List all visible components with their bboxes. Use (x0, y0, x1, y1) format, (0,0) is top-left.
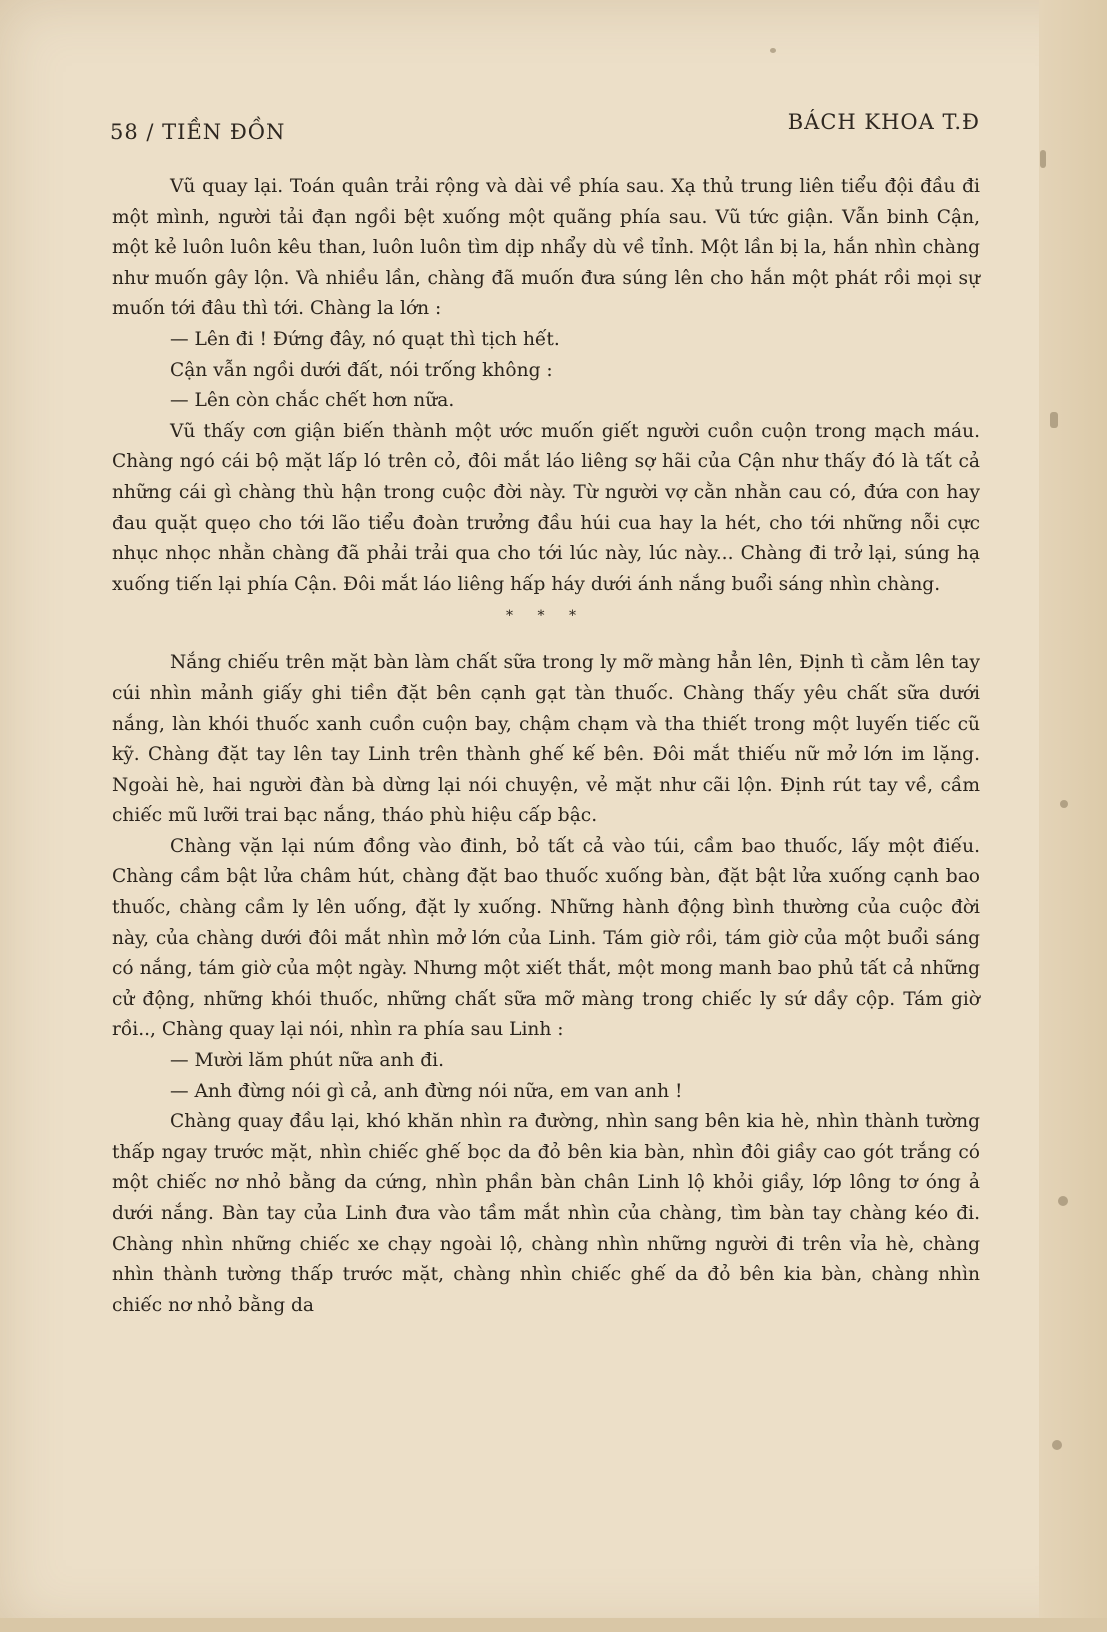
paper-speck (1060, 800, 1068, 808)
paragraph: Vũ quay lại. Toán quân trải rộng và dài về phía sau. Xạ thủ trung liên tiểu đội đầu đi một mình, người tải đạn ngồi bệt xuống một quãng phía sau. Vũ tức giận. Vẫn binh Cận, một kẻ luôn luôn kêu than, luôn luôn tìm dịp nhẩy dù về tỉnh. Một lần bị la, hắn nhìn chàng như muốn gây lộn. Và nhiều lần, chàng đã muốn đưa súng lên cho hắn một phát rồi mọi sự muốn tới đâu thì tới. Chàng la lớn : (112, 176, 980, 320)
dialogue-line: — Mười lăm phút nữa anh đi. (170, 1050, 445, 1072)
dialogue-line: — Anh đừng nói gì cả, anh đừng nói nữa, em van anh ! (170, 1080, 683, 1102)
paragraph: Chàng vặn lại núm đồng vào đinh, bỏ tất cả vào túi, cầm bao thuốc, lấy một điếu. Chàng cầm bật lửa châm hút, chàng đặt bao thuốc xuống bàn, đặt bật lửa xuống cạnh bao thuốc, chàng cầm ly lên uống, đặt ly xuống. Những hành động bình thường của cuộc đời này, của chàng dưới đôi mắt nhìn mở lớn của Linh. Tám giờ rồi, tám giờ của một buổi sáng có nắng, tám giờ của một ngày. Nhưng một xiết thắt, một mong manh bao phủ tất cả những cử động, những khói thuốc, những chất sữa mỡ màng trong chiếc ly sứ dầy cộp. Tám giờ rồi.., Chàng quay lại nói, nhìn ra phía sau Linh : (112, 835, 980, 1041)
dialogue-line: — Lên còn chắc chết hơn nữa. (170, 390, 455, 412)
running-header (110, 108, 980, 148)
paper-speck (1040, 150, 1046, 168)
paper-speck (1050, 412, 1058, 428)
paragraph: Vũ thấy cơn giận biến thành một ước muốn giết người cuồn cuộn trong mạch máu. Chàng ngó cái bộ mặt lấp ló trên cỏ, đôi mắt láo liêng sợ hãi của Cận như thấy đó là tất cả những cái gì chàng thù hận trong cuộc đời này. Từ người vợ cằn nhằn cau có, đứa con hay đau quặt quẹo cho tới lão tiểu đoàn trưởng đầu húi cua hay la hét, cho tới những nỗi cực nhục nhọc nhằn chàng đã phải trải qua cho tới lúc này, lúc này... Chàng đi trở lại, súng hạ xuống tiến lại phía Cận. Đôi mắt láo liêng hấp háy dưới ánh nắng buổi sáng nhìn chàng. (112, 420, 980, 595)
paragraph: Chàng quay đầu lại, khó khăn nhìn ra đường, nhìn sang bên kia hè, nhìn thành tường thấp ngay trước mặt, nhìn chiếc ghế bọc da đỏ bên kia bàn, nhìn đôi giầy cao gót trắng có một chiếc nơ nhỏ bằng da cứng, nhìn phần bàn chân Linh lộ khỏi giầy, lớp lông tơ óng ả dưới nắng. Bàn tay của Linh đưa vào tầm mắt nhìn của chàng, tìm bàn tay chàng kéo đi. Chàng nhìn những chiếc xe chạy ngoài lộ, chàng nhìn những người đi trên vỉa hè, chàng nhìn thành tường thấp trước mặt, chàng nhìn chiếc ghế da đỏ bên kia bàn, chàng nhìn chiếc nơ nhỏ bằng da (112, 1111, 980, 1316)
dialogue-line: — Lên đi ! Đứng đây, nó quạt thì tịch hết. (170, 328, 560, 350)
magazine-title: BÁCH KHOA T.Đ (787, 110, 980, 134)
page-edge-right (1039, 0, 1107, 1632)
section-separator: * * * (506, 608, 586, 625)
paper-speck (1058, 1196, 1068, 1206)
paper-speck (1052, 1440, 1062, 1450)
paper-speck (770, 48, 776, 53)
paragraph: Nắng chiếu trên mặt bàn làm chất sữa trong ly mỡ màng hẳn lên, Định tì cằm lên tay cúi nhìn mảnh giấy ghi tiền đặt bên cạnh gạt tàn thuốc. Chàng thấy yêu chất sữa dưới nắng, làn khói thuốc xanh cuồn cuộn bay, chậm chạm và tha thiết trong một luyến tiếc cũ kỹ. Chàng đặt tay lên tay Linh trên thành ghế kế bên. Đôi mắt thiếu nữ mở lớn im lặng. Ngoài hè, hai người đàn bà dừng lại nói chuyện, vẻ mặt như cãi lộn. Định rút tay về, cầm chiếc mũ lưỡi trai bạc nắng, tháo phù hiệu cấp bậc. (112, 652, 980, 827)
paragraph: Cận vẫn ngồi dưới đất, nói trống không : (170, 359, 553, 381)
page-number-title: 58 / TIỀN ĐỒN (110, 120, 286, 144)
article-body (112, 172, 980, 1321)
page-edge-bottom (0, 1618, 1107, 1632)
